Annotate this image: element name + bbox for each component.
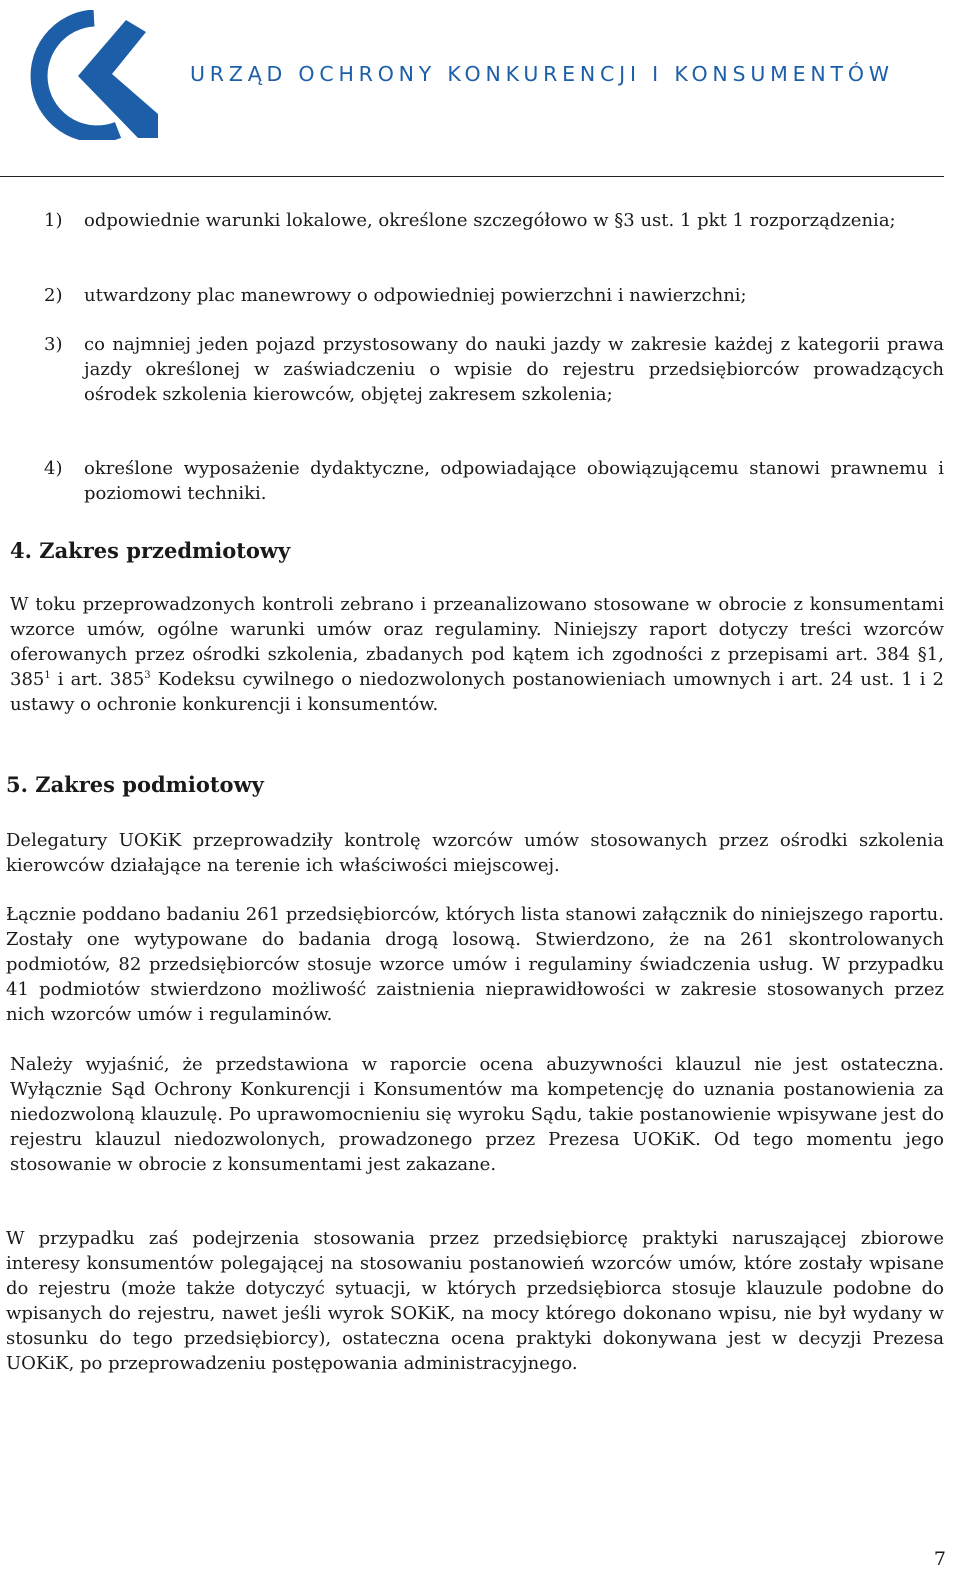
paragraph <box>10 592 944 717</box>
paragraph-text: Kodeksu cywilnego o niedozwolonych postanowieniach umownych i art. 24 ust. 1 i 2 ustawy o ochronie konkurencji i konsumentów. <box>10 669 944 715</box>
paragraph-text: i art. 385 <box>50 669 145 690</box>
section-heading: 5. Zakres podmiotowy <box>6 772 264 797</box>
list-item <box>44 208 944 233</box>
list-number: 3) <box>44 334 63 355</box>
list-text: utwardzony plac manewrowy o odpowiedniej powierzchni i nawierzchni; <box>84 285 747 306</box>
list-number: 4) <box>44 458 63 479</box>
list-item <box>44 283 944 308</box>
list-number: 1) <box>44 210 63 231</box>
list-text: co najmniej jeden pojazd przystosowany do nauki jazdy w zakresie każdej z kategorii prawa jazdy określonej w zaświadczeniu o wpisie do rejestru przedsiębiorców prowadzących ośrodek szkolenia kierowców, objętej zakresem szkolenia; <box>84 334 944 405</box>
paragraph: Należy wyjaśnić, że przedstawiona w raporcie ocena abuzywności klauzul nie jest ostateczna. Wyłącznie Sąd Ochrony Konkurencji i Konsumentów ma kompetencję do uznania postanowienia za niedozwoloną klauzulę. Po uprawomocnieniu się wyroku Sądu, takie postanowienie wpisywane jest do rejestru klauzul niedozwolonych, prowadzonego przez Prezesa UOKiK. Od tego momentu jego stosowanie w obrocie z konsumentami jest zakazane. <box>10 1054 944 1175</box>
superscript: 1 <box>44 670 51 681</box>
paragraph-text: W toku przeprowadzonych kontroli zebrano i przeanalizowano stosowane w obrocie z konsumentami wzorce umów, ogólne warunki umów oraz regulaminy. Niniejszy raport dotyczy treści wzorców oferowanych przez ośrodki szkolenia, zbadanych pod kątem ich zgodności z przepisami art. 384 §1, 385 <box>10 594 944 690</box>
uokik-logo <box>26 10 158 140</box>
header-rule <box>0 176 944 177</box>
paragraph: W przypadku zaś podejrzenia stosowania przez przedsiębiorcę praktyki naruszającej zbiorowe interesy konsumentów polegającej na stosowaniu postanowień wzorców umów, które zostały wpisane do rejestru (może także dotyczyć sytuacji, w których przedsiębiorca stosuje klauzule podobne do wpisanych do rejestru, nawet jeśli wyrok SOKiK, na mocy którego dokonano wpisu, nie był wydany w stosunku do tego przedsiębiorcy), ostateczna ocena praktyki dokonywana jest w decyzji Prezesa UOKiK, po przeprowadzeniu postępowania administracyjnego. <box>6 1228 944 1374</box>
superscript: 3 <box>144 670 151 681</box>
page-number: 7 <box>933 1548 946 1570</box>
paragraph: Delegatury UOKiK przeprowadziły kontrolę wzorców umów stosowanych przez ośrodki szkolenia kierowców działające na terenie ich właściwości miejscowej. <box>6 830 944 876</box>
section-heading: 4. Zakres przedmiotowy <box>10 538 291 563</box>
list-item <box>44 332 944 407</box>
list-item <box>44 456 944 506</box>
institution-name: URZĄD OCHRONY KONKURENCJI I KONSUMENTÓW <box>190 62 894 86</box>
list-number: 2) <box>44 285 63 306</box>
list-text: odpowiednie warunki lokalowe, określone szczegółowo w §3 ust. 1 pkt 1 rozporządzenia; <box>84 210 896 231</box>
list-text: określone wyposażenie dydaktyczne, odpowiadające obowiązującemu stanowi prawnemu i poziomowi techniki. <box>84 458 944 504</box>
paragraph: Łącznie poddano badaniu 261 przedsiębiorców, których lista stanowi załącznik do niniejszego raportu. Zostały one wytypowane do badania drogą losową. Stwierdzono, że na 261 skontrolowanych podmiotów, 82 przedsiębiorców stosuje wzorce umów i regulaminy świadczenia usług. W przypadku 41 podmiotów stwierdzono możliwość zaistnienia nieprawidłowości w zakresie stosowanych przez nich wzorców umów i regulaminów. <box>6 904 944 1025</box>
